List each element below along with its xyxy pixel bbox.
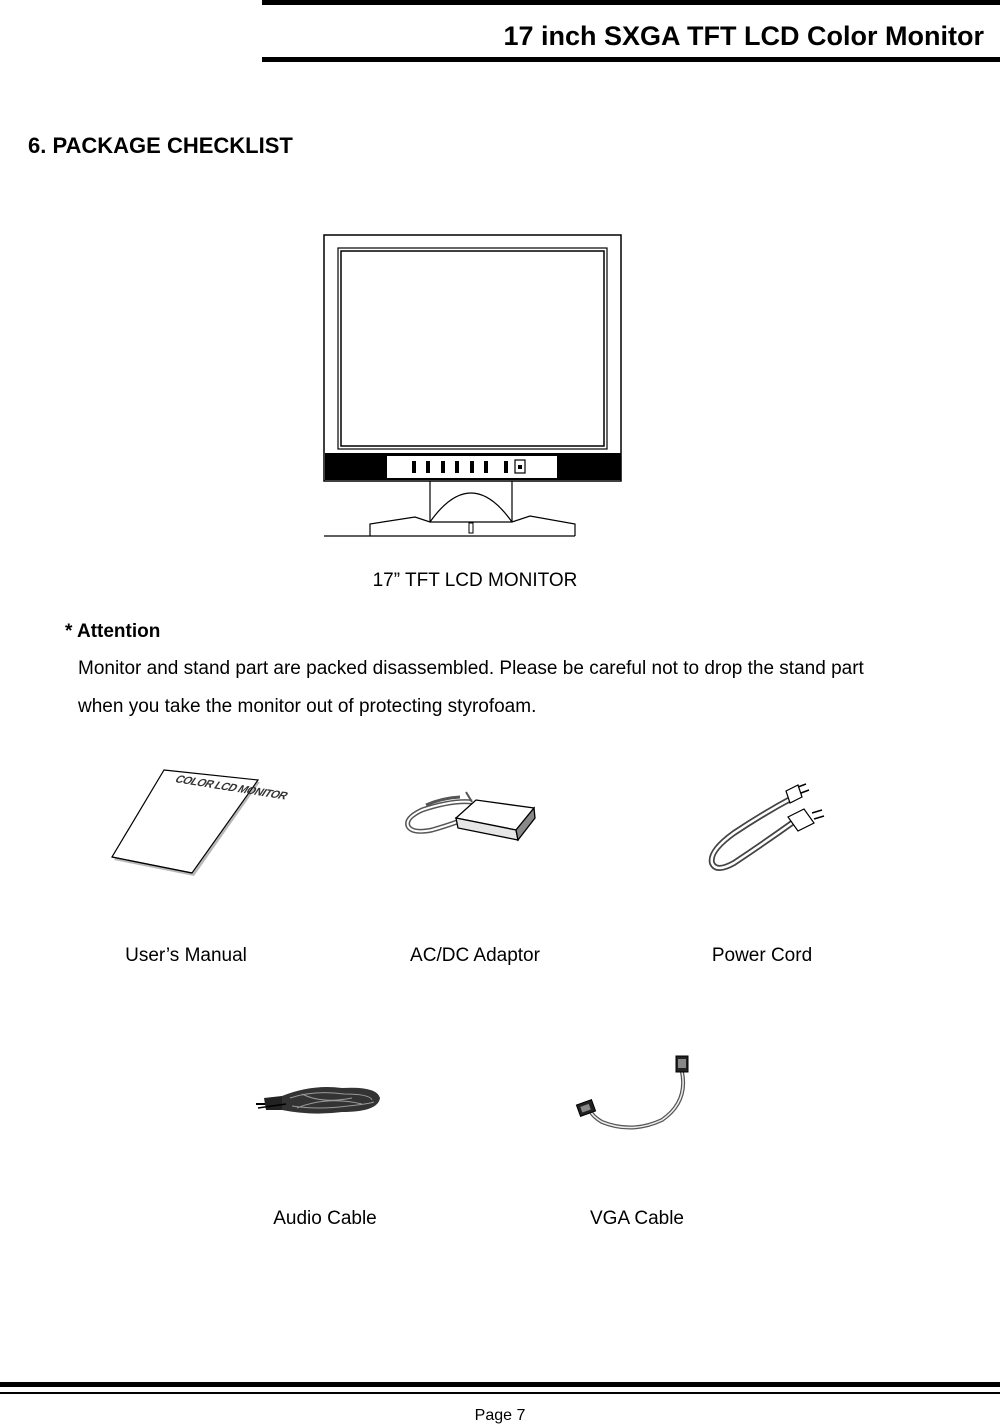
monitor-caption: 17” TFT LCD MONITOR: [372, 570, 578, 591]
header-rule-bottom: [262, 57, 1000, 62]
audio-cable-label: Audio Cable: [273, 1208, 377, 1229]
attention-text-line: when you take the monitor out of protecting styrofoam.: [78, 696, 537, 717]
page-number: Page 7: [474, 1407, 526, 1424]
document-title: 17 inch SXGA TFT LCD Color Monitor: [503, 21, 984, 51]
header-rule-top: [262, 0, 1000, 5]
user-manual-illustration: [108, 768, 290, 880]
ac-dc-adaptor-illustration: [402, 788, 542, 854]
footer-rule-thick: [0, 1382, 1000, 1387]
attention-text-line: Monitor and stand part are packed disassembled. Please be careful not to drop the stand part: [78, 658, 864, 679]
power-cord-illustration: [704, 783, 829, 873]
vga-cable-label: VGA Cable: [590, 1208, 684, 1229]
manual-cover-text: COLOR LCD MONITOR: [172, 774, 290, 803]
section-title: 6. PACKAGE CHECKLIST: [28, 133, 293, 158]
monitor-illustration: [320, 232, 630, 542]
footer-rule-thin: [0, 1392, 1000, 1394]
vga-cable-illustration: [572, 1052, 696, 1134]
attention-title: * Attention: [65, 621, 161, 642]
user-manual-label: User’s Manual: [125, 945, 247, 966]
audio-cable-illustration: [252, 1078, 386, 1120]
ac-dc-adaptor-label: AC/DC Adaptor: [410, 945, 540, 966]
power-cord-label: Power Cord: [711, 945, 813, 966]
